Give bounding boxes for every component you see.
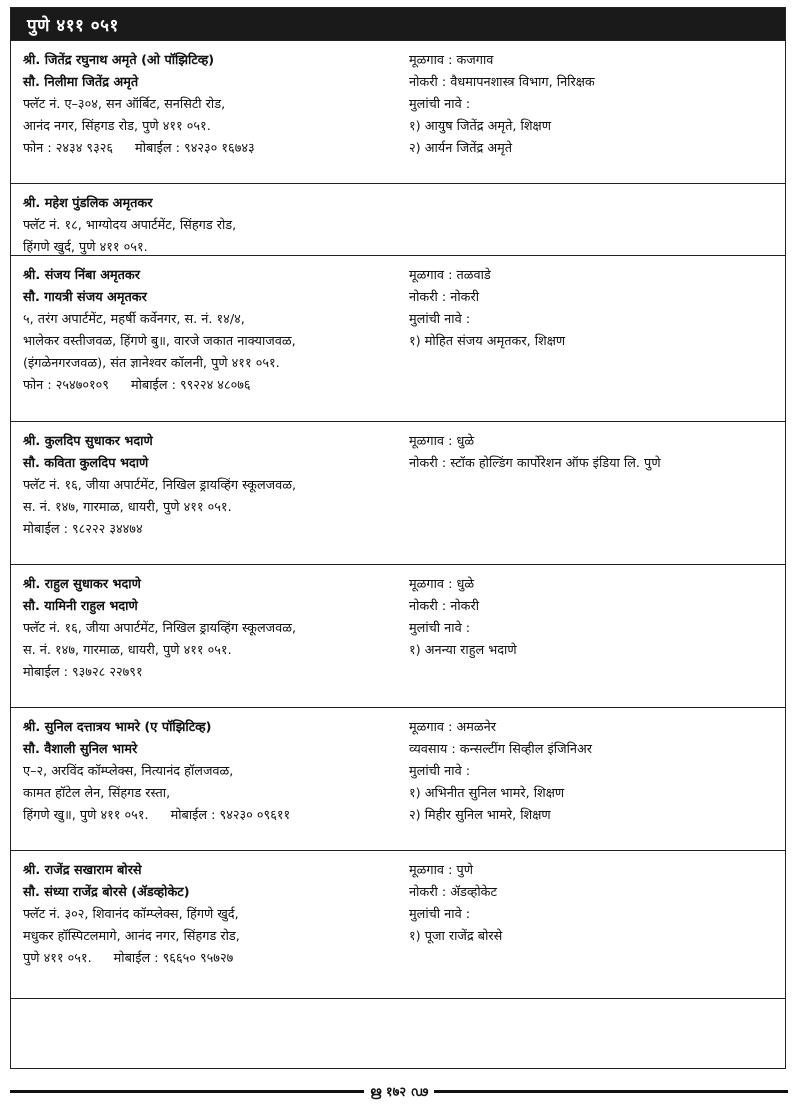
phone-row <box>23 662 409 684</box>
phone-row <box>23 375 409 397</box>
address-line: फ्लॅट नं. १६, जीया अपार्टमेंट, निखिल ड्रायव्हिंग स्कूलजवळ, <box>23 478 297 493</box>
address-line: आनंद नगर, सिंहगड रोड, पुणे ४११ ०५१. <box>23 119 211 134</box>
detail-line: मूळगाव : धुळे <box>409 577 475 592</box>
phone-number: फोन : २४३४ ९३२६ <box>23 141 114 156</box>
detail-line: मूळगाव : कजगाव <box>409 53 494 68</box>
entry-details <box>409 717 773 850</box>
mobile-number: मोबाईल : ९३७२८ २२७९१ <box>23 665 143 680</box>
detail-line: मुलांची नावे : <box>409 621 471 636</box>
address-line: फ्लॅट नं. १६, जीया अपार्टमेंट, निखिल ड्रायव्हिंग स्कूलजवळ, <box>23 621 297 636</box>
detail-line: २) मिहीर सुनिल भामरे, शिक्षण <box>409 808 551 823</box>
detail-line: मूळगाव : अमळनेर <box>409 720 496 735</box>
phone-row <box>23 805 409 827</box>
directory-entry <box>11 183 785 255</box>
spouse-name: सौ. कविता कुलदिप भदाणे <box>23 456 149 471</box>
address-line: फ्लॅट नं. ३०२, शिवानंद कॉम्प्लेक्स, हिंगणे खुर्द, <box>23 907 239 922</box>
directory-entry <box>11 40 785 183</box>
primary-name: श्री. राहुल सुधाकर भदाणे <box>23 577 141 592</box>
detail-line: नोकरी : वैधमापनशास्त्र विभाग, निरिक्षक <box>409 75 595 90</box>
detail-line: मुलांची नावे : <box>409 97 471 112</box>
detail-line: नोकरी : ॲडव्होकेट <box>409 885 497 900</box>
detail-line: नोकरी : स्टॉक होल्डिंग कार्पोरेशन ऑफ इंडिया लि. पुणे <box>409 456 661 471</box>
empty-entry <box>11 998 785 1055</box>
primary-name: श्री. संजय निंबा अमृतकर <box>23 268 140 283</box>
phone-row <box>23 948 409 970</box>
entry-contact <box>23 574 409 707</box>
phone-number: हिंगणे खु॥, पुणे ४११ ०५१. <box>23 808 149 823</box>
detail-line: १) मोहित संजय अमृतकर, शिक्षण <box>409 334 566 349</box>
detail-line: मूळगाव : धुळे <box>409 434 475 449</box>
detail-line: नोकरी : नोकरी <box>409 290 480 305</box>
detail-line: १) पूजा राजेंद्र बोरसे <box>409 929 503 944</box>
spouse-name: सौ. संध्या राजेंद्र बोरसे (ॲडव्होकेट) <box>23 885 190 900</box>
footer-rule-right <box>434 1090 788 1093</box>
phone-row <box>23 138 409 160</box>
page-ornament-right: ഢ <box>410 1085 428 1100</box>
detail-line: १) अनन्या राहुल भदाणे <box>409 643 517 658</box>
spouse-name: सौ. गायत्री संजय अमृतकर <box>23 290 147 305</box>
address-line: कामत हॉटेल लेन, सिंहगड रस्ता, <box>23 786 171 801</box>
spouse-name: सौ. यामिनी राहुल भदाणे <box>23 599 138 614</box>
directory-entry <box>11 564 785 707</box>
directory-entry <box>11 421 785 564</box>
phone-row <box>23 519 409 541</box>
primary-name: श्री. कुलदिप सुधाकर भदाणे <box>23 434 153 449</box>
detail-line: १) आयुष जितेंद्र अमृते, शिक्षण <box>409 119 551 134</box>
mobile-number: मोबाईल : ९४२३० १६७४३ <box>135 141 255 156</box>
address-line: मधुकर हॉस्पिटलमागे, आनंद नगर, सिंहगड रोड, <box>23 929 240 944</box>
address-line: हिंगणे खुर्द, पुणे ४११ ०५१. <box>23 240 148 255</box>
footer-rule-left <box>10 1090 364 1093</box>
page-number-text: १७२ <box>385 1085 407 1100</box>
entry-contact <box>23 193 409 255</box>
address-line: स. नं. १४७, गारमाळ, धायरी, पुणे ४११ ०५१. <box>23 500 232 515</box>
address-line: भालेकर वस्तीजवळ, हिंगणे बु॥, वारजे जकात नाक्याजवळ, <box>23 334 296 349</box>
address-line: फ्लॅट नं. ए–३०४, सन ऑर्बिट, सनसिटी रोड, <box>23 97 226 112</box>
detail-line: मूळगाव : तळवाडे <box>409 268 491 283</box>
address-line: (इंगळेनगरजवळ), संत ज्ञानेश्वर कॉलनी, पुणे ४११ ०५१. <box>23 356 280 371</box>
detail-line: नोकरी : नोकरी <box>409 599 480 614</box>
entry-details <box>409 860 773 998</box>
mobile-number: मोबाईल : ९४२३० ०९६११ <box>170 808 291 823</box>
address-line: फ्लॅट नं. १८, भाग्योदय अपार्टमेंट, सिंहगड रोड, <box>23 218 237 233</box>
mobile-number: मोबाईल : ९६६५० ९५७२७ <box>113 951 234 966</box>
address-line: ए–२, अरविंद कॉम्प्लेक्स, नित्यानंद हॉलजवळ, <box>23 764 234 779</box>
page-number <box>364 1082 434 1100</box>
entry-details <box>409 193 773 255</box>
page-ornament-left: ഋ <box>370 1085 382 1100</box>
entry-contact <box>23 717 409 850</box>
entry-contact <box>23 431 409 564</box>
detail-line: १) अभिनीत सुनिल भामरे, शिक्षण <box>409 786 565 801</box>
directory-entry <box>11 255 785 421</box>
phone-number: फोन : २५४७०१०९ <box>23 378 109 393</box>
section-header <box>11 8 785 40</box>
detail-line: मुलांची नावे : <box>409 764 471 779</box>
detail-line: मुलांची नावे : <box>409 312 471 327</box>
primary-name: श्री. सुनिल दत्तात्रय भामरे (ए पॉझिटिव्ह) <box>23 720 212 735</box>
spouse-name: सौ. निलीमा जितेंद्र अमृते <box>23 75 139 90</box>
primary-name: श्री. जितेंद्र रघुनाथ अमृते (ओ पॉझिटिव्ह) <box>23 53 215 68</box>
entry-contact <box>23 860 409 998</box>
detail-line: व्यवसाय : कन्सल्टींग सिव्हील इंजिनिअर <box>409 742 592 757</box>
spouse-name: सौ. वैशाली सुनिल भामरे <box>23 742 138 757</box>
address-line: ५, तरंग अपार्टमेंट, महर्षी कर्वेनगर, स. नं. १४/४, <box>23 312 245 327</box>
address-line: स. नं. १४७, गारमाळ, धायरी, पुणे ४११ ०५१. <box>23 643 232 658</box>
entry-details <box>409 265 773 421</box>
section-title: पुणे ४११ ०५१ <box>27 15 119 36</box>
entry-details <box>409 431 773 564</box>
directory-entry <box>11 850 785 998</box>
detail-line: २) आर्यन जितेंद्र अमृते <box>409 141 513 156</box>
detail-line: मुलांची नावे : <box>409 907 471 922</box>
entry-contact <box>23 50 409 183</box>
entries-list <box>11 40 785 1055</box>
entry-details <box>409 574 773 707</box>
entry-contact <box>23 265 409 421</box>
detail-line: मूळगाव : पुणे <box>409 863 473 878</box>
page-footer <box>10 1083 788 1099</box>
mobile-number: मोबाईल : ९८२२२ ३४४७४ <box>23 522 143 537</box>
directory-entry <box>11 707 785 850</box>
primary-name: श्री. महेश पुंडलिक अमृतकर <box>23 196 153 211</box>
directory-page <box>10 7 786 1069</box>
entry-details <box>409 50 773 183</box>
mobile-number: मोबाईल : ९९२२४ ४८०७६ <box>130 378 251 393</box>
primary-name: श्री. राजेंद्र सखाराम बोरसे <box>23 863 142 878</box>
phone-number: पुणे ४११ ०५१. <box>23 951 92 966</box>
